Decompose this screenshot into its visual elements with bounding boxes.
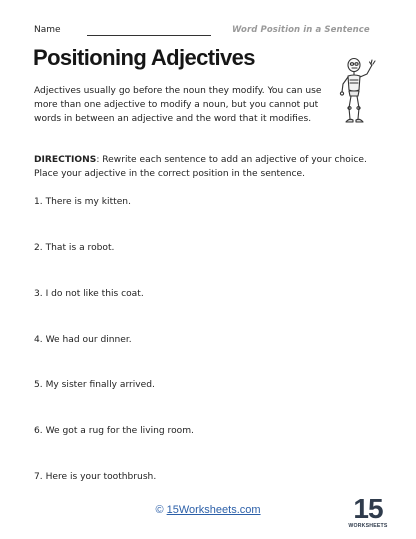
directions-paragraph [34,153,384,181]
logo-text: WORKSHEETS [348,523,388,529]
copyright-symbol: © [155,504,164,516]
directions-text: : Rewrite each sentence to add an adjective of your choice. Place your adjective in the correct position in the sentence. [34,155,367,179]
question-6: 6. We got a rug for the living room. [34,426,194,436]
name-line [87,35,211,36]
question-4: 4. We had our dinner. [34,335,132,345]
page-title: Positioning Adjectives [33,45,255,70]
name-label: Name [34,25,61,35]
question-1: 1. There is my kitten. [34,197,131,207]
footer-site-link[interactable]: 15Worksheets.com [166,504,261,516]
intro-paragraph: Adjectives usually go before the noun they modify. You can use more than one adjective to modify a noun, but you cannot put words in between an adjective and the word that it modifies. [34,86,322,124]
question-3: 3. I do not like this coat. [34,289,144,299]
question-5: 5. My sister finally arrived. [34,380,155,390]
logo-number: 15 [353,493,383,524]
worksheets-logo [348,491,388,531]
question-2: 2. That is a robot. [34,243,115,253]
directions-label: DIRECTIONS [34,155,97,165]
question-7: 7. Here is your toothbrush. [34,472,157,482]
worksheet-title: Word Position in a Sentence [232,25,370,35]
robot-illustration [336,56,384,128]
